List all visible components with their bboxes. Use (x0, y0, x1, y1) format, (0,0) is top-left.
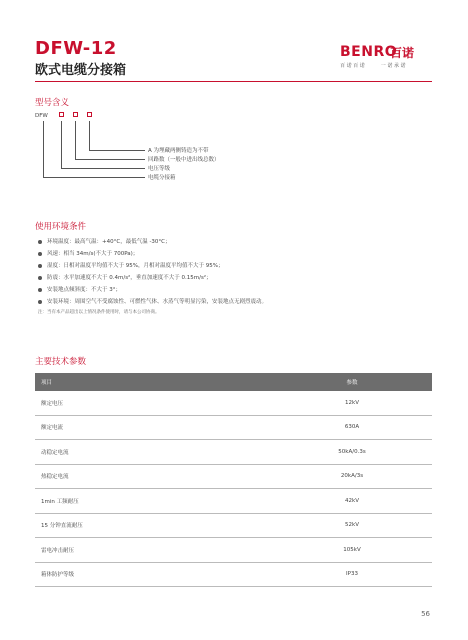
environment-note: 注：当有本产品超出以上情况条件使用时，请与本公司协商。 (38, 310, 160, 315)
leader-line (61, 168, 145, 169)
model-box-1 (59, 112, 64, 117)
leader-line (89, 121, 90, 150)
brand-slogan-left: 百 诺 百 诺 (340, 63, 365, 69)
brand-slogan-right: 一 诺 承 诺 (380, 63, 406, 69)
spec-name: 额定电流 (35, 415, 272, 440)
leader-line (43, 177, 145, 178)
section-heading-model: 型号含义 (35, 98, 70, 108)
list-item: 环境温度：最高气温：+40°C，最低气温 -30°C； (38, 236, 438, 248)
list-item: 安装环境：周围空气不受腐蚀性、可燃性气体、水蒸气等明显污染，安装地点无剧烈震动。 (38, 296, 438, 308)
model-code: DFW (35, 113, 48, 119)
column-header-value: 参数 (272, 373, 432, 391)
leader-line (43, 121, 44, 177)
model-label: 回路数（一般中进出线总数） (148, 157, 220, 163)
spec-name: 热稳定电流 (35, 464, 272, 489)
bullet-dot-icon (38, 288, 42, 292)
list-item: 湿度：日相对温度平均值不大于 95%，月相对温度平均值不大于 95%； (38, 260, 438, 272)
brand-name: BENRO (340, 44, 398, 60)
spec-value: 630A (272, 415, 432, 440)
spec-value: 12kV (272, 391, 432, 415)
model-label: 电压等级 (148, 166, 171, 172)
spec-value: 42kV (272, 489, 432, 514)
page-subtitle: 欧式电缆分接箱 (35, 63, 127, 78)
bullet-dot-icon (38, 252, 42, 256)
table-row (35, 464, 432, 489)
spec-table (35, 373, 432, 587)
list-item: 安装地点倾斜度：不大于 3°； (38, 284, 438, 296)
section-heading-environment: 使用环境条件 (35, 222, 87, 232)
spec-value: 20kA/3s (272, 464, 432, 489)
spec-name: 箱体防护等级 (35, 562, 272, 587)
page-title: DFW-12 (35, 38, 117, 59)
table-row (35, 440, 432, 465)
spec-value: 50kA/0.3s (272, 440, 432, 465)
bullet-dot-icon (38, 240, 42, 244)
spec-name: 额定电压 (35, 391, 272, 415)
spec-name: 1min 工频耐压 (35, 489, 272, 514)
spec-name: 动稳定电流 (35, 440, 272, 465)
bullet-dot-icon (38, 300, 42, 304)
leader-line (75, 121, 76, 159)
environment-list (38, 236, 438, 318)
model-label: 电缆分接箱 (148, 175, 176, 181)
table-row (35, 538, 432, 563)
model-box-2 (73, 112, 78, 117)
spec-value: IP33 (272, 562, 432, 587)
spec-name: 15 分钟直流耐压 (35, 513, 272, 538)
section-heading-specs: 主要技术参数 (35, 357, 87, 367)
model-box-3 (87, 112, 92, 117)
brand-logo (340, 44, 432, 74)
bullet-dot-icon (38, 264, 42, 268)
brand-slogan (340, 62, 406, 69)
leader-line (75, 159, 145, 160)
spec-value: 105kV (272, 538, 432, 563)
leader-line (61, 121, 62, 168)
list-item: 防震：水平加速度不大于 0.4m/s²，垂直加速度不大于 0.15m/s²； (38, 272, 438, 284)
brand-name-cn: 百诺 (390, 46, 415, 60)
bullet-dot-icon (38, 276, 42, 280)
spec-name: 雷电冲击耐压 (35, 538, 272, 563)
table-row (35, 489, 432, 514)
page-number: 56 (421, 610, 430, 618)
spec-value: 52kV (272, 513, 432, 538)
table-row (35, 513, 432, 538)
table-row (35, 562, 432, 587)
table-header-row (35, 373, 432, 391)
table-row (35, 415, 432, 440)
title-divider (35, 81, 432, 82)
model-label: A 为埋藏两侧铸造为不带 (148, 148, 209, 154)
table-row (35, 391, 432, 415)
model-code-diagram (35, 110, 235, 190)
leader-line (89, 150, 145, 151)
column-header-item: 项目 (35, 373, 272, 391)
list-item: 风速：相当 34m/s(不大于 700Pa)； (38, 248, 438, 260)
